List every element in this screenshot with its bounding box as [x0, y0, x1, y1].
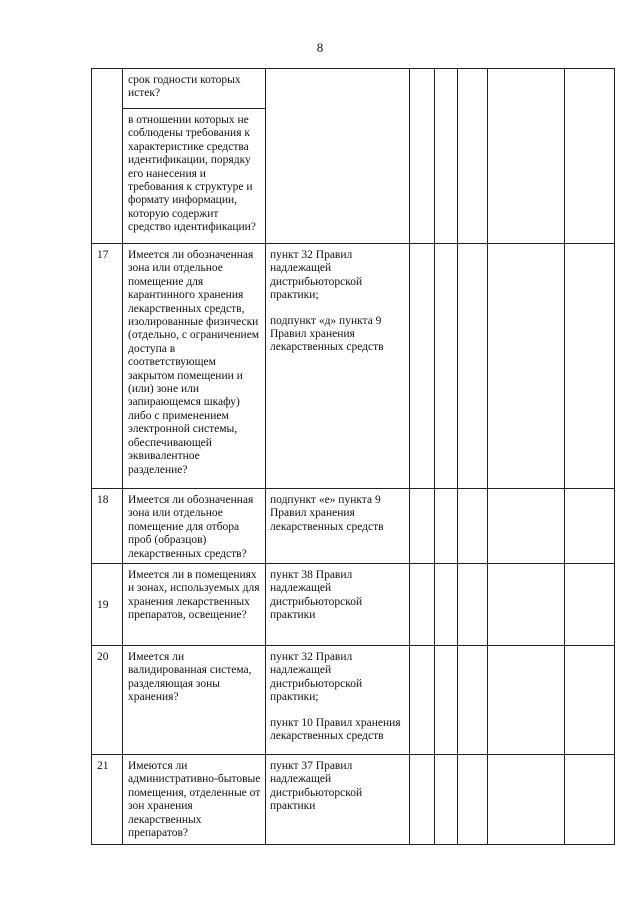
no-cell	[435, 244, 458, 489]
yes-cell	[410, 755, 435, 845]
question-cell	[123, 564, 266, 646]
not-applicable-cell	[458, 564, 488, 646]
not-applicable-cell	[458, 69, 488, 244]
reference-cell	[266, 69, 410, 244]
extra-cell	[565, 69, 615, 244]
extra-cell	[565, 244, 615, 489]
extra-cell	[565, 489, 615, 564]
extra-cell	[565, 755, 615, 845]
question-text: Имеется ли в помещениях и зонах, используемых для хранения лекарственных препаратов, освещение?	[128, 569, 260, 622]
row-number: 17	[97, 249, 109, 261]
row-number: 21	[97, 760, 109, 773]
reference-cell	[266, 489, 410, 564]
row-number-cell	[92, 646, 123, 755]
question-text: срок годности которых истек?	[128, 74, 241, 100]
yes-cell	[410, 646, 435, 755]
table-row	[92, 489, 615, 564]
yes-cell	[410, 69, 435, 244]
reference-cell	[266, 564, 410, 646]
note-cell	[488, 244, 565, 489]
note-cell	[488, 755, 565, 845]
question-text: Имеется ли валидированная система, разделяющая зоны хранения?	[128, 651, 252, 704]
reference-text: пункт 38 Правил надлежащей дистрибьюторской практики	[270, 569, 363, 622]
no-cell	[435, 564, 458, 646]
note-cell	[488, 646, 565, 755]
question-cell	[123, 646, 266, 755]
row-number-cell	[92, 755, 123, 845]
question-cell	[123, 755, 266, 845]
extra-cell	[565, 564, 615, 646]
yes-cell	[410, 564, 435, 646]
reference-text: пункт 10 Правил хранения лекарственных средств	[270, 716, 401, 743]
table-row	[92, 69, 615, 109]
table-row	[92, 646, 615, 755]
reference-cell	[266, 646, 410, 755]
reference-text: подпункт «д» пункта 9 Правил хранения лекарственных средств	[270, 314, 384, 354]
not-applicable-cell	[458, 244, 488, 489]
not-applicable-cell	[458, 755, 488, 845]
no-cell	[435, 69, 458, 244]
reference-cell	[266, 755, 410, 845]
table-row	[92, 244, 615, 489]
reference-text: пункт 32 Правил надлежащей дистрибьюторской практики;	[270, 249, 363, 302]
row-number: 18	[97, 494, 109, 506]
question-cell	[123, 69, 266, 109]
row-number-cell	[92, 564, 123, 646]
question-text: Имеется ли обозначенная зона или отдельное помещение для отбора проб (образцов) лекарственных средств?	[128, 494, 254, 560]
not-applicable-cell	[458, 489, 488, 564]
note-cell	[488, 489, 565, 564]
not-applicable-cell	[458, 646, 488, 755]
yes-cell	[410, 244, 435, 489]
question-text: Имеются ли административно-бытовые помещения, отделенные от зон хранения лекарственных препаратов?	[128, 760, 261, 840]
row-number-cell	[92, 489, 123, 564]
checklist-table	[91, 68, 615, 845]
reference-cell	[266, 244, 410, 489]
question-text: в отношении которых не соблюдены требования к характеристике средства идентификации, порядку его нанесения и требования к структуре и формату информации, которую содержит средство идентификации?	[128, 114, 256, 234]
question-cell	[123, 244, 266, 489]
yes-cell	[410, 489, 435, 564]
table-row	[92, 564, 615, 646]
page-number: 8	[316, 40, 324, 55]
reference-text: пункт 37 Правил надлежащей дистрибьюторской практики	[270, 760, 363, 813]
reference-text: пункт 32 Правил надлежащей дистрибьюторской практики;	[270, 651, 363, 704]
reference-text: подпункт «е» пункта 9 Правил хранения лекарственных средств	[270, 494, 384, 533]
note-cell	[488, 69, 565, 244]
row-number-cell	[92, 244, 123, 489]
question-cell	[123, 489, 266, 564]
table-row	[92, 755, 615, 845]
no-cell	[435, 646, 458, 755]
question-cell	[123, 109, 266, 244]
row-number: 20	[97, 651, 109, 664]
row-number-cell	[92, 69, 123, 244]
extra-cell	[565, 646, 615, 755]
no-cell	[435, 755, 458, 845]
question-text: Имеется ли обозначенная зона или отдельное помещение для карантинного хранения лекарственных средств, изолированные физически (отдельно, с ограничением доступа в соответствующем закрытом помещении и (или) зоне или запирающемся шкафу) либо с применением электронной системы, обеспечивающей эквивалентное разделение?	[128, 249, 260, 476]
row-number: 19	[97, 599, 109, 612]
no-cell	[435, 489, 458, 564]
note-cell	[488, 564, 565, 646]
